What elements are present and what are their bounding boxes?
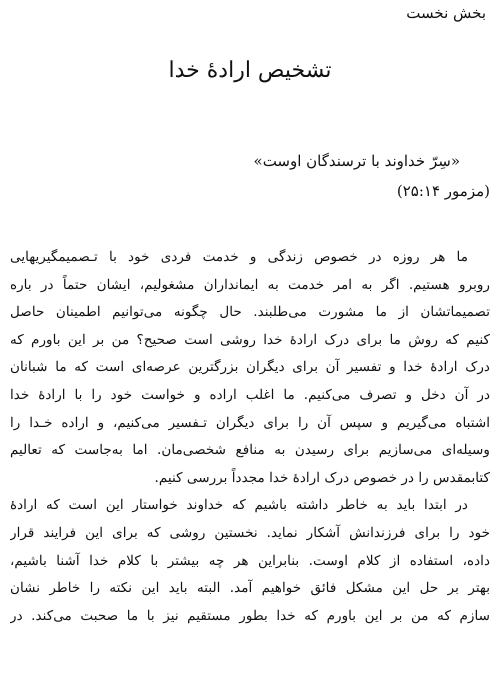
text-line: بهتر بر حل این مشکل فائق خواهیم آمد. البته باید این نکته را خاطر نشان [10, 580, 490, 597]
paragraph-2 [10, 492, 490, 630]
text-line: داده، استفاده از کلام اوست. بنابراین هر چه بیشتر با کلام خدا آشنا باشیم، [10, 552, 490, 569]
text-line: وسیله‌ای می‌سازیم برای رسیدن به منافع شخصی‌مان. اما به‌جاست که تعالیم [10, 442, 490, 459]
text-line: اشتباه می‌گیریم و سپس آن را برای دیگران تـفسیر می‌کنیم، و اراده خـدا را [10, 414, 490, 431]
epigraph-reference: (مزمور ۲۵:۱۴) [396, 182, 490, 200]
text-line: کنیم که روش ما برای درک ارادهٔ خدا روشی است صحیح؟ من بر این باورم که [10, 331, 490, 348]
text-line: درک ارادهٔ خدا و تفسیر آن برای دیگران بزرگترین عرصه‌ای است که ما شبانان [10, 359, 490, 376]
text-line: در ابتدا باید به خاطر داشته باشیم که خداوند خواستار این است که ارادهٔ [10, 497, 468, 514]
text-line: روبرو هستیم. اگر به امر خدمت به ایمانداران مشغولیم، ایشان حتماً در باره [10, 276, 490, 293]
text-line: ما هر روزه در خصوص زندگی و خدمت فردی خود با تـصمیمگیریهایی [10, 249, 468, 265]
text-line: تصمیماتشان از ما مشورت می‌طلبند. حال چگونه می‌توانیم اطمینان حاصل [10, 304, 490, 321]
paragraph-1 [10, 244, 490, 492]
text-line: سازم که من بر این باورم که خدا بطور مستقیم نیز با ما صحبت می‌کند. در [10, 607, 490, 624]
epigraph-quote: «سِرّ خداوند با ترسندگان اوست» [253, 152, 460, 170]
text-line: کتابمقدس را در خصوص درک ارادهٔ خدا مجدداً بررسی کنیم. [154, 469, 490, 486]
text-line: خود را برای فرزندانش آشکار نماید. نخستین روشی که برای این فرایند قرار [10, 524, 490, 541]
text-line: در آن دخل و تصرف می‌کنیم. ما اغلب اراده و خواست خود را با ارادهٔ خدا [10, 386, 490, 403]
chapter-title: تشخیص ارادهٔ خدا [168, 58, 332, 83]
section-label: بخش نخست [406, 4, 486, 22]
body-text [10, 244, 490, 630]
